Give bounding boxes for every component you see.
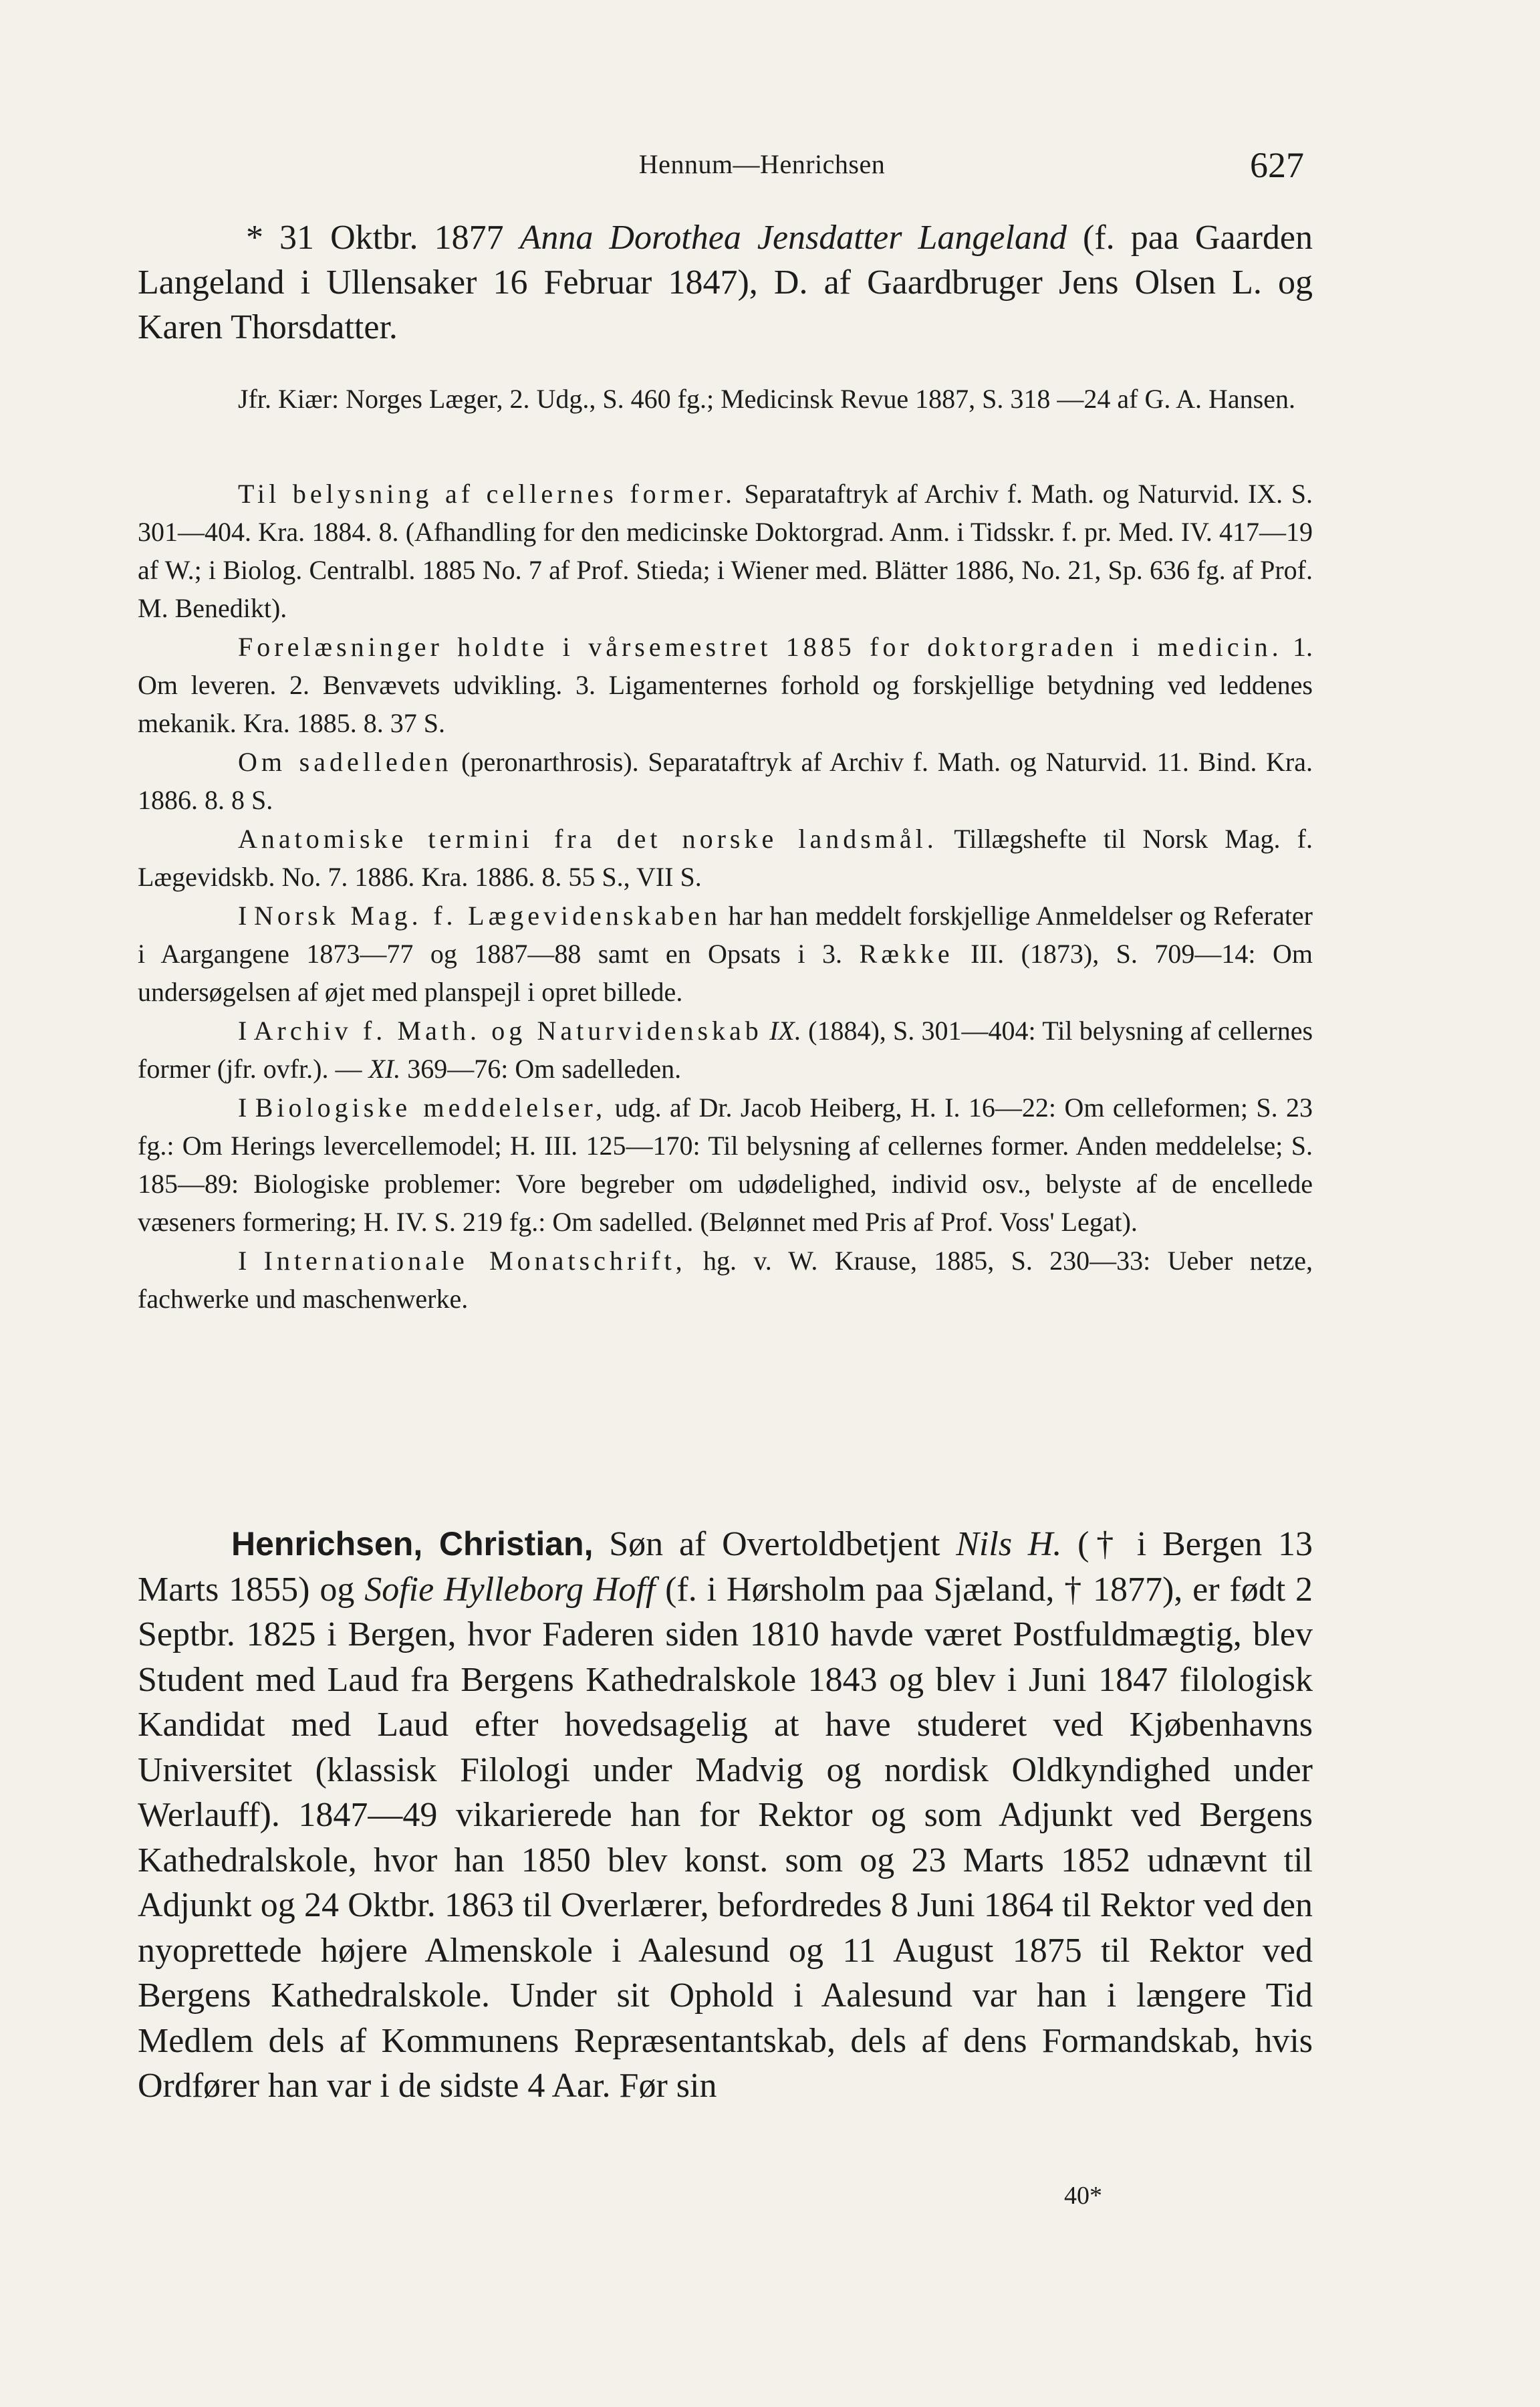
work-volume-2: XI.: [368, 1054, 401, 1084]
mother-name: Sofie Hylleborg Hoff: [364, 1570, 656, 1609]
work-entry: [138, 628, 1313, 742]
work-entry: [138, 1012, 1313, 1088]
marriage-date: * 31 Oktbr. 1877: [246, 219, 504, 257]
entry-name: Henrichsen, Christian,: [231, 1525, 594, 1563]
work-entry: [138, 820, 1313, 896]
bio-text: († i Bergen 13 Marts 1855) og: [138, 1525, 1313, 1609]
wife-name: Anna Dorothea Jensdatter Langeland: [519, 219, 1067, 257]
work-entry: [138, 1088, 1313, 1241]
marriage-details: (f. paa Gaarden Langeland i Ullensaker 16 Februar 1847), D. af Gaardbruger Jens Olsen L. og Karen Thorsdatter.: [138, 219, 1313, 346]
work-prefix: I: [238, 1016, 247, 1046]
page-header: [0, 145, 1540, 195]
marriage-paragraph: [138, 215, 1313, 350]
work-entry: [138, 1242, 1313, 1318]
references: [138, 380, 1313, 418]
father-name: Nils H.: [956, 1525, 1062, 1563]
work-details: udg. af Dr. Jacob Heiberg, H. I. 16—22: Om celleformen; S. 23 fg.: Om Herings levercellemodel; H. III. 125—170: Til belysning af cellernes former. Anden meddelelse; S. 185—89: Biologiske problemer: Vore begreber om udødelighed, individ osv., belyste af de encellede væseners formering; H. IV. S. 219 fg.: Om sadelled. (Belønnet med Pris af Prof. Voss' Legat).: [138, 1093, 1313, 1237]
work-details: har han meddelt forskjellige Anmeldelser og Referater i Aargangene 1873—77 og 1887—88 samt en Opsats i 3.: [138, 901, 1313, 969]
work-title: Norsk Mag. f. Lægevidenskaben: [253, 901, 721, 931]
biography-entry: [138, 1522, 1313, 2109]
work-details: Separataftryk af Archiv f. Math. og Naturvid. IX. S. 301—404. Kra. 1884. 8. (Afhandling for den medicinske Doktorgrad. Anm. i Tidsskr. f. pr. Med. IV. 417—19 af W.; i Biolog. Centralbl. 1885 No. 7 af Prof. Stieda; i Wiener med. Blätter 1886, No. 21, Sp. 636 fg. af Prof. M. Benedikt).: [138, 479, 1313, 623]
bio-text: Søn af Overtoldbetjent: [609, 1525, 940, 1563]
work-entry: [138, 897, 1313, 1011]
work-title: Archiv f. Math. og Naturvidenskab: [253, 1016, 763, 1046]
work-prefix: I: [238, 901, 247, 931]
work-details: 1. Om leveren. 2. Benvævets udvikling. 3. Ligamenternes forhold og forskjellige betydning ved leddenes mekanik. Kra. 1885. 8. 37 S.: [138, 632, 1313, 738]
work-title: Anatomiske termini fra det norske landsmål.: [238, 824, 938, 854]
work-title-series: Række: [859, 939, 954, 969]
signature-mark: 40*: [1064, 2182, 1102, 2210]
work-details: (1884), S. 301—404: Til belysning af cellernes former (jfr. ovfr.). —: [138, 1016, 1313, 1084]
bio-text: (f. i Hørsholm paa Sjæland, † 1877), er født 2 Septbr. 1825 i Bergen, hvor Faderen siden 1810 havde været Postfuldmægtig, blev Student med Laud fra Bergens Kathedralskole 1843 og blev i Juni 1847 filologisk Kandidat med Laud efter hovedsagelig at have studeret ved Kjøbenhavns Universitet (klassisk Filologi under Madvig og nordisk Oldkyndighed under Werlauff). 1847—49 vikarierede han for Rektor og som Adjunkt ved Bergens Kathedralskole, hvor han 1850 blev konst. som og 23 Marts 1852 udnævnt til Adjunkt og 24 Oktbr. 1863 til Overlærer, befordredes 8 Juni 1864 til Rektor ved den nyoprettede højere Almenskole i Aalesund og 11 August 1875 til Rektor ved Bergens Kathedralskole. Under sit Ophold i Aalesund var han i længere Tid Medlem dels af Kommunens Repræsentantskab, dels af dens Formandskab, hvis Ordfører han var i de sidste 4 Aar. Før sin: [138, 1570, 1313, 2105]
work-title: Biologiske meddelelser,: [255, 1093, 607, 1123]
work-entry: [138, 743, 1313, 819]
work-details-cont: 369—76: Om sadelleden.: [407, 1054, 682, 1084]
work-title: Forelæsninger holdte i vårsemestret 1885 for doktorgraden i medicin.: [238, 632, 1283, 662]
work-prefix: I: [238, 1093, 247, 1123]
work-details-cont: III. (1873), S. 709—14: Om undersøgelsen af øjet med planspejl i opret billede.: [138, 939, 1313, 1007]
work-details: Tillægshefte til Norsk Mag. f. Lægevidskb. No. 7. 1886. Kra. 1886. 8. 55 S., VII S.: [138, 824, 1313, 892]
work-title: Internationale Monatschrift,: [263, 1246, 686, 1276]
page-number: 627: [1250, 145, 1304, 185]
work-title: Om sadelleden: [238, 747, 453, 777]
work-details: (peronarthrosis). Separataftryk af Archiv f. Math. og Naturvid. 11. Bind. Kra. 1886. 8. 8 S.: [138, 747, 1313, 815]
references-text: Jfr. Kiær: Norges Læger, 2. Udg., S. 460 fg.; Medicinsk Revue 1887, S. 318 —24 af G. A. Hansen.: [238, 384, 1295, 414]
work-volume: IX.: [769, 1016, 801, 1046]
work-entry: [138, 475, 1313, 627]
work-details: hg. v. W. Krause, 1885, S. 230—33: Ueber netze, fachwerke und maschenwerke.: [138, 1246, 1313, 1314]
running-head: Hennum—Henrichsen: [638, 149, 886, 179]
works-list: [138, 475, 1313, 1318]
work-prefix: I: [238, 1246, 247, 1276]
work-title: Til belysning af cellernes former.: [238, 479, 736, 509]
